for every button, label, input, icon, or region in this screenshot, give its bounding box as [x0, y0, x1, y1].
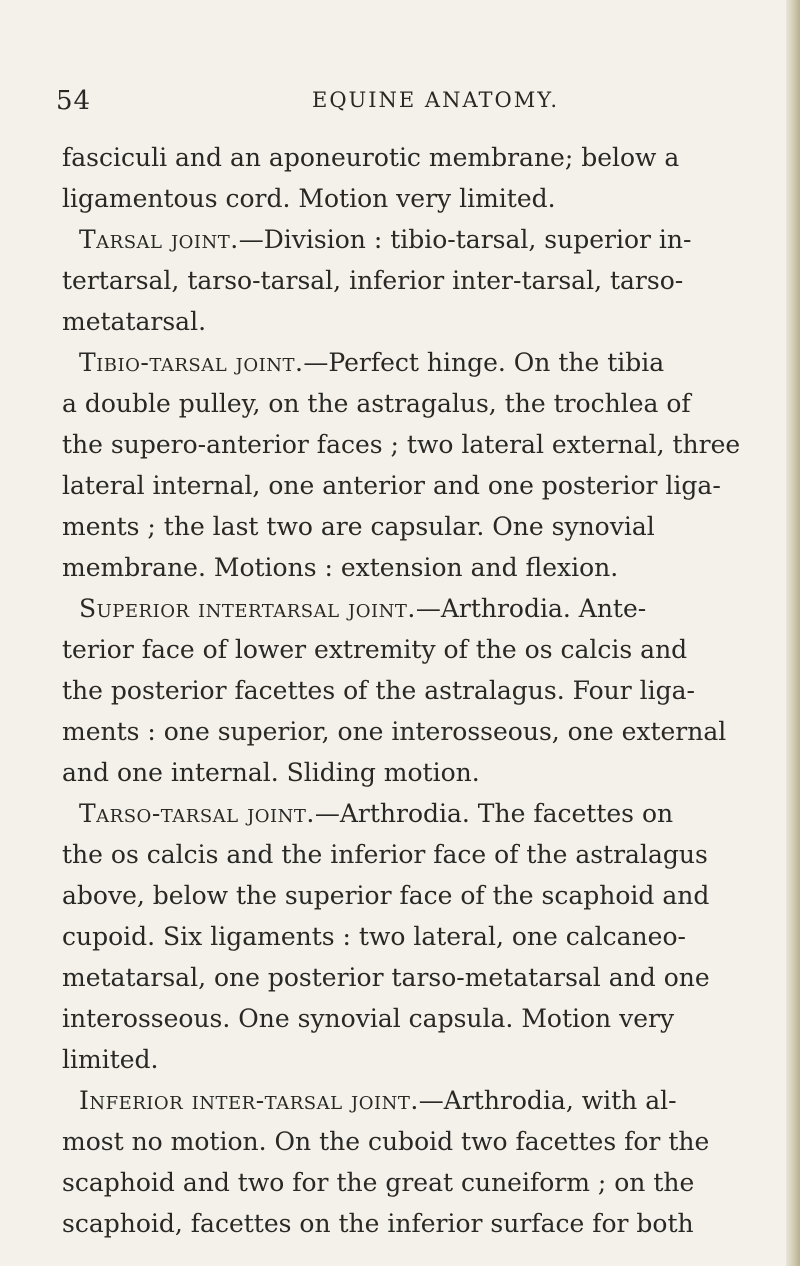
section-heading: Superior intertarsal joint. — [79, 594, 416, 623]
running-head — [56, 86, 756, 126]
section-heading: Tibio-tarsal joint. — [79, 348, 304, 377]
line-text: —Division : tibio-tarsal, superior in- — [238, 225, 692, 254]
text-line — [62, 301, 762, 342]
page-edge-shadow — [786, 0, 800, 1266]
text-line — [62, 342, 762, 383]
text-line — [62, 834, 762, 875]
line-text: ments : one superior, one interosseous, one external — [62, 717, 727, 746]
line-text: —Perfect hinge. On the tibia — [303, 348, 665, 377]
section-heading: Inferior inter-tarsal joint. — [79, 1086, 419, 1115]
line-text: metatarsal. — [62, 307, 207, 336]
text-line — [62, 629, 762, 670]
line-text: lateral internal, one anterior and one posterior liga- — [62, 471, 721, 500]
text-line — [62, 424, 762, 465]
text-line — [62, 547, 762, 588]
line-text: the posterior facettes of the astralagus. Four liga- — [62, 676, 696, 705]
text-line — [62, 1162, 762, 1203]
line-text: and one internal. Sliding motion. — [62, 758, 480, 787]
text-line — [62, 916, 762, 957]
section-heading: Tarsal joint. — [79, 225, 239, 254]
line-text: terior face of lower extremity of the os calcis and — [62, 635, 688, 664]
line-text: cupoid. Six ligaments : two lateral, one calcaneo- — [62, 922, 686, 951]
text-line — [62, 670, 762, 711]
line-text: metatarsal, one posterior tarso-metatarsal and one — [62, 963, 710, 992]
body-text — [62, 137, 762, 1244]
text-line — [62, 793, 762, 834]
line-text: —Arthrodia. The facettes on — [314, 799, 674, 828]
section-heading: Tarso-tarsal joint. — [79, 799, 315, 828]
text-line — [62, 1080, 762, 1121]
text-line — [62, 998, 762, 1039]
line-text: tertarsal, tarso-tarsal, inferior inter-tarsal, tarso- — [62, 266, 684, 295]
text-line — [62, 219, 762, 260]
line-text: ligamentous cord. Motion very limited. — [62, 184, 556, 213]
text-line — [62, 506, 762, 547]
text-line — [62, 260, 762, 301]
text-line — [62, 875, 762, 916]
text-line — [62, 1039, 762, 1080]
line-text: limited. — [62, 1045, 159, 1074]
text-line — [62, 383, 762, 424]
line-text: ments ; the last two are capsular. One synovial — [62, 512, 655, 541]
line-text: fasciculi and an aponeurotic membrane; below a — [62, 143, 680, 172]
line-text: above, below the superior face of the scaphoid and — [62, 881, 710, 910]
text-line — [62, 178, 762, 219]
line-text: membrane. Motions : extension and flexion. — [62, 553, 619, 582]
line-text: scaphoid, facettes on the inferior surface for both — [62, 1209, 694, 1238]
line-text: —Arthrodia. Ante- — [415, 594, 647, 623]
line-text: the supero-anterior faces ; two lateral external, three — [62, 430, 741, 459]
line-text: interosseous. One synovial capsula. Motion very — [62, 1004, 675, 1033]
text-line — [62, 1203, 762, 1244]
line-text: scaphoid and two for the great cuneiform ; on the — [62, 1168, 695, 1197]
text-line — [62, 957, 762, 998]
running-title: EQUINE ANATOMY. — [312, 88, 560, 112]
text-line — [62, 588, 762, 629]
page-number: 54 — [56, 86, 92, 116]
text-line — [62, 752, 762, 793]
text-line — [62, 1121, 762, 1162]
text-line — [62, 465, 762, 506]
text-line — [62, 711, 762, 752]
line-text: a double pulley, on the astragalus, the trochlea of — [62, 389, 691, 418]
text-line — [62, 137, 762, 178]
line-text: —Arthrodia, with al- — [418, 1086, 677, 1115]
line-text: the os calcis and the inferior face of the astralagus — [62, 840, 708, 869]
line-text: most no motion. On the cuboid two facettes for the — [62, 1127, 710, 1156]
